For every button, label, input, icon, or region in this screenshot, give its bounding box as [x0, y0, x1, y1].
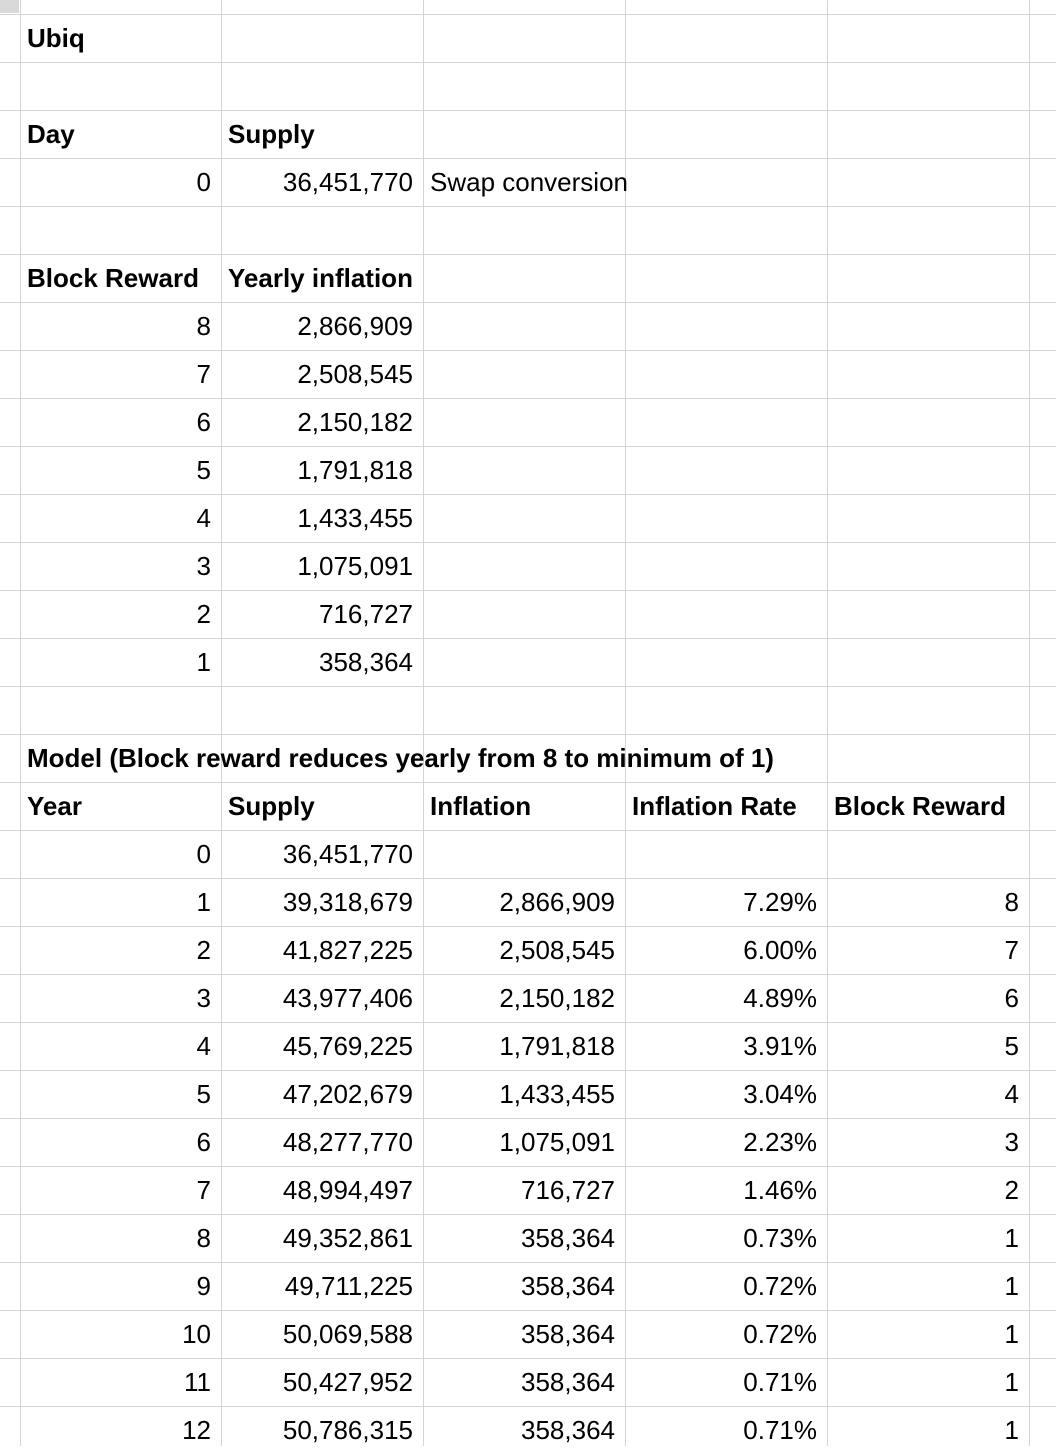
- supply-note-cell[interactable]: Swap conversion: [430, 167, 628, 197]
- reward-table-reward-cell[interactable]: 6: [196, 407, 211, 437]
- reward-table-inflation-cell[interactable]: 2,866,909: [297, 311, 413, 341]
- model-inflation-cell[interactable]: 716,727: [521, 1175, 615, 1205]
- sheet-title-cell[interactable]: Ubiq: [27, 23, 85, 53]
- column-gridline: [1029, 0, 1030, 1446]
- reward-table-reward-cell[interactable]: 4: [196, 503, 211, 533]
- model-year-cell[interactable]: 4: [196, 1031, 211, 1061]
- row-gridline: [0, 686, 1056, 687]
- model-block-reward-cell[interactable]: 7: [1004, 935, 1019, 965]
- model-inflation-cell[interactable]: 2,866,909: [499, 887, 615, 917]
- model-supply-cell[interactable]: 50,069,588: [282, 1319, 413, 1349]
- model-year-cell[interactable]: 12: [182, 1415, 211, 1445]
- reward-table-inflation-cell[interactable]: 2,508,545: [297, 359, 413, 389]
- model-inflation-cell[interactable]: 358,364: [521, 1367, 615, 1397]
- model-supply-header[interactable]: Supply: [228, 791, 315, 821]
- model-block-reward-cell[interactable]: 1: [1004, 1271, 1019, 1301]
- model-year-cell[interactable]: 11: [184, 1367, 211, 1397]
- reward-table-reward-cell[interactable]: 7: [196, 359, 211, 389]
- yearly-inflation-header-cell[interactable]: Yearly inflation: [228, 263, 413, 293]
- model-inflation-rate-cell[interactable]: 6.00%: [743, 935, 817, 965]
- model-inflation-cell[interactable]: 358,364: [521, 1319, 615, 1349]
- model-inflation-cell[interactable]: 1,433,455: [499, 1079, 615, 1109]
- model-inflation-rate-header[interactable]: Inflation Rate: [632, 791, 797, 821]
- model-supply-cell[interactable]: 48,994,497: [282, 1175, 413, 1205]
- reward-table-inflation-cell[interactable]: 1,791,818: [297, 455, 413, 485]
- reward-table-reward-cell[interactable]: 3: [196, 551, 211, 581]
- model-supply-cell[interactable]: 48,277,770: [282, 1127, 413, 1157]
- model-supply-cell[interactable]: 36,451,770: [282, 839, 413, 869]
- model-block-reward-cell[interactable]: 1: [1004, 1223, 1019, 1253]
- model-year-cell[interactable]: 2: [196, 935, 211, 965]
- model-inflation-cell[interactable]: 358,364: [521, 1223, 615, 1253]
- model-inflation-cell[interactable]: 1,075,091: [499, 1127, 615, 1157]
- model-inflation-rate-cell[interactable]: 3.91%: [743, 1031, 817, 1061]
- model-year-cell[interactable]: 6: [196, 1127, 211, 1157]
- model-inflation-cell[interactable]: [423, 831, 625, 878]
- model-block-reward-cell[interactable]: 6: [1004, 983, 1019, 1013]
- model-inflation-rate-cell[interactable]: 0.71%: [743, 1367, 817, 1397]
- model-block-reward-cell[interactable]: 1: [1004, 1415, 1019, 1445]
- reward-table-reward-cell[interactable]: 1: [196, 647, 211, 677]
- model-year-cell[interactable]: 5: [196, 1079, 211, 1109]
- model-block-reward-cell[interactable]: 8: [1004, 887, 1019, 917]
- reward-table-reward-cell[interactable]: 8: [196, 311, 211, 341]
- reward-table-inflation-cell[interactable]: 358,364: [319, 647, 413, 677]
- model-inflation-cell[interactable]: 2,508,545: [499, 935, 615, 965]
- reward-table-inflation-cell[interactable]: 1,075,091: [297, 551, 413, 581]
- model-inflation-cell[interactable]: 2,150,182: [499, 983, 615, 1013]
- model-inflation-rate-cell[interactable]: [625, 831, 827, 878]
- reward-table-inflation-cell[interactable]: 716,727: [319, 599, 413, 629]
- model-inflation-rate-cell[interactable]: 3.04%: [743, 1079, 817, 1109]
- model-inflation-cell[interactable]: 358,364: [521, 1271, 615, 1301]
- block-reward-header-cell[interactable]: Block Reward: [27, 263, 199, 293]
- model-year-header[interactable]: Year: [27, 791, 82, 821]
- reward-table-inflation-cell[interactable]: 2,150,182: [297, 407, 413, 437]
- select-all-corner[interactable]: [0, 0, 19, 13]
- supply-header-cell[interactable]: Supply: [228, 119, 315, 149]
- model-year-cell[interactable]: 10: [182, 1319, 211, 1349]
- model-inflation-rate-cell[interactable]: 2.23%: [743, 1127, 817, 1157]
- model-inflation-rate-cell[interactable]: 0.72%: [743, 1271, 817, 1301]
- model-inflation-rate-cell[interactable]: 0.72%: [743, 1319, 817, 1349]
- model-block-reward-cell[interactable]: 4: [1004, 1079, 1019, 1109]
- reward-table-reward-cell[interactable]: 5: [196, 455, 211, 485]
- day-header-cell[interactable]: Day: [27, 119, 75, 149]
- model-block-reward-cell[interactable]: 2: [1004, 1175, 1019, 1205]
- model-year-cell[interactable]: 8: [196, 1223, 211, 1253]
- model-block-reward-header[interactable]: Block Reward: [834, 791, 1006, 821]
- model-title-cell[interactable]: Model (Block reward reduces yearly from 8 to minimum of 1): [27, 743, 774, 773]
- model-inflation-rate-cell[interactable]: 0.71%: [743, 1415, 817, 1445]
- model-inflation-rate-cell[interactable]: 4.89%: [743, 983, 817, 1013]
- reward-table-inflation-cell[interactable]: 1,433,455: [297, 503, 413, 533]
- row-gridline: [0, 206, 1056, 207]
- model-block-reward-cell[interactable]: 1: [1004, 1319, 1019, 1349]
- model-inflation-rate-cell[interactable]: 0.73%: [743, 1223, 817, 1253]
- model-inflation-cell[interactable]: 1,791,818: [499, 1031, 615, 1061]
- model-supply-cell[interactable]: 45,769,225: [282, 1031, 413, 1061]
- model-year-cell[interactable]: 3: [196, 983, 211, 1013]
- model-inflation-rate-cell[interactable]: 1.46%: [743, 1175, 817, 1205]
- model-year-cell[interactable]: 9: [196, 1271, 211, 1301]
- model-supply-cell[interactable]: 39,318,679: [282, 887, 413, 917]
- model-supply-cell[interactable]: 50,427,952: [282, 1367, 413, 1397]
- model-inflation-header[interactable]: Inflation: [430, 791, 532, 821]
- model-supply-cell[interactable]: 43,977,406: [282, 983, 413, 1013]
- reward-table-reward-cell[interactable]: 2: [196, 599, 211, 629]
- model-block-reward-cell[interactable]: 1: [1004, 1367, 1019, 1397]
- model-supply-cell[interactable]: 49,352,861: [282, 1223, 413, 1253]
- model-year-cell[interactable]: 0: [196, 839, 211, 869]
- model-year-cell[interactable]: 7: [196, 1175, 211, 1205]
- model-inflation-rate-cell[interactable]: 7.29%: [743, 887, 817, 917]
- model-supply-cell[interactable]: 47,202,679: [282, 1079, 413, 1109]
- model-supply-cell[interactable]: 49,711,225: [284, 1271, 413, 1301]
- model-block-reward-cell[interactable]: [827, 831, 1029, 878]
- supply-value-cell[interactable]: 36,451,770: [282, 167, 413, 197]
- model-supply-cell[interactable]: 41,827,225: [282, 935, 413, 965]
- model-block-reward-cell[interactable]: 5: [1004, 1031, 1019, 1061]
- model-year-cell[interactable]: 1: [196, 887, 211, 917]
- model-inflation-cell[interactable]: 358,364: [521, 1415, 615, 1445]
- model-supply-cell[interactable]: 50,786,315: [282, 1415, 413, 1445]
- day-value-cell[interactable]: 0: [196, 167, 211, 197]
- model-block-reward-cell[interactable]: 3: [1004, 1127, 1019, 1157]
- row-gridline: [0, 62, 1056, 63]
